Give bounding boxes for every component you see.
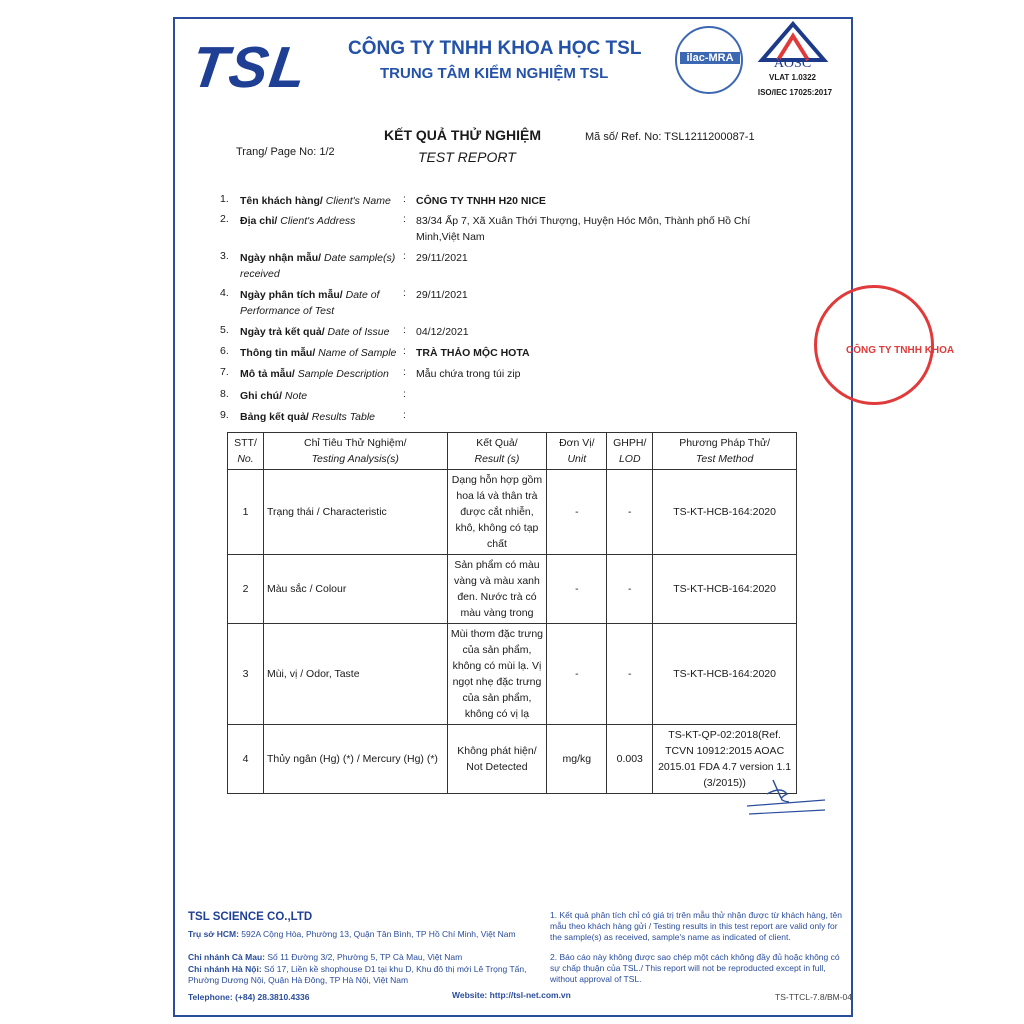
info-label-en: Note [282,390,308,402]
aosc-label: AOSC [773,56,812,71]
cell-method: TS-KT-HCB-164:2020 [653,470,797,555]
table-row [228,470,797,555]
tsl-logo: TSL [187,35,313,100]
cell-lod: - [607,470,653,555]
cell-analysis: Mùi, vị / Odor, Taste [263,624,447,725]
cell-result: Dạng hỗn hợp gồm hoa lá và thân trà được cắt nhiễn, khô, không có tạp chất [447,470,547,555]
table-row [228,555,797,624]
footer-hq-address: Trụ sở HCM: 592A Cộng Hòa, Phường 13, Quận Tân Bình, TP Hồ Chí Minh, Việt Nam [188,929,516,939]
info-number: 8. [220,388,229,400]
info-label-en: Client's Address [277,215,356,227]
info-label-en: Date of Issue [324,326,390,338]
cell-method: TS-KT-HCB-164:2020 [653,555,797,624]
footer-note-2: 2. Báo cáo này không được sao chép một cách không đầy đủ hoặc không có sự chấp thuận của TSL./ This report will not be reproducted except in full, without approval of TSL. [550,952,840,984]
cell-method: TS-KT-QP-02:2018(Ref. TCVN 10912:2015 AOAC 2015.01 FDA 4.7 version 1.1 (3/2015)) [653,725,797,794]
info-label-vi: Ngày trả kết quả/ [240,326,325,338]
info-number: 2. [220,213,229,225]
footer-hanoi-address: Chi nhánh Hà Nội: Số 17, Liền kề shophouse D1 tại khu D, Khu đô thị mới Lê Trọng Tấn, Phường Dương Nội, Quận Hà Đông, TP Hà Nội, Việt Nam [188,964,527,985]
info-number: 1. [220,193,229,205]
cell-lod: - [607,555,653,624]
info-number: 5. [220,324,229,336]
info-label-vi: Bảng kết quả/ [240,411,309,423]
info-value: Mẫu chứa trong túi zip [416,368,521,380]
col-header-no: STT/ No. [228,433,264,470]
info-label-vi: Mô tả mẫu/ [240,368,295,380]
table-header-row [228,433,797,470]
results-table [227,432,797,794]
info-number: 9. [220,409,229,421]
col-header-method: Phương Pháp Thử/ Test Method [653,433,797,470]
cell-lod: 0.003 [607,725,653,794]
cell-lod: - [607,624,653,725]
page-number: Trang/ Page No: 1/2 [236,146,335,158]
cell-analysis: Thủy ngân (Hg) (*) / Mercury (Hg) (*) [263,725,447,794]
footer-website: Website: http://tsl-net.com.vn [452,990,571,1000]
info-label-en: Name of Sample [315,347,397,359]
stamp-text: CÔNG TY TNHH KHOA [846,345,955,356]
table-row [228,725,797,794]
footer-company-name: TSL SCIENCE CO.,LTD [188,911,313,923]
cell-unit: - [547,470,607,555]
company-name: CÔNG TY TNHH KHOA HỌC TSL [348,38,642,59]
reference-number: Mã số/ Ref. No: TSL1211200087-1 [585,131,755,143]
footer-form-code: TS-TTCL-7.8/BM-04 [775,992,852,1002]
cell-analysis: Trạng thái / Characteristic [263,470,447,555]
info-value: CÔNG TY TNHH H20 NICE [416,195,546,207]
vlat-code: VLAT 1.0322 [769,73,816,82]
info-label-en: Results Table [308,411,376,423]
info-label-vi: Thông tin mẫu/ [240,347,316,359]
footer-note-1: 1. Kết quả phân tích chỉ có giá trị trên mẫu thử nhận được từ khách hàng, tên mẫu theo khách hàng gửi / Testing results in this test report are valid only for the sample(s) as received, sample's name as indicated of client. [550,910,842,942]
info-value: 83/34 Ấp 7, Xã Xuân Thới Thượng, Huyện Hóc Môn, Thành phố Hồ Chí Minh,Việt Nam [416,215,751,243]
signature-icon [745,772,830,820]
col-header-unit: Đơn Vị/ Unit [547,433,607,470]
cell-no: 4 [228,725,264,794]
info-label-en: Date of Performance of Test [240,289,380,317]
table-row [228,624,797,725]
ilac-mra-label: ilac-MRA [680,52,740,64]
info-label-vi: Ngày nhận mẫu/ [240,252,322,264]
cell-unit: mg/kg [547,725,607,794]
info-value: 04/12/2021 [416,326,469,338]
info-number: 4. [220,287,229,299]
info-value: 29/11/2021 [416,252,468,264]
center-name: TRUNG TÂM KIỂM NGHIỆM TSL [380,65,609,82]
report-title-vi: KẾT QUẢ THỬ NGHIỆM [384,127,542,143]
cell-unit: - [547,555,607,624]
col-header-lod: GHPH/ LOD [607,433,653,470]
cell-result: Sản phẩm có màu vàng và màu xanh đen. Nước trà có màu vàng trong [447,555,547,624]
info-label-vi: Tên khách hàng/ [240,195,323,207]
col-header-result: Kết Quả/ Result (s) [447,433,547,470]
report-title-en: TEST REPORT [418,149,516,165]
info-number: 7. [220,366,229,378]
cell-result: Mùi thơm đặc trưng của sản phẩm, không có mùi lạ. Vị ngọt nhẹ đặc trưng của sản phẩm, không có vị lạ [447,624,547,725]
info-value: TRÀ THẢO MỘC HOTA [416,347,530,359]
col-header-analysis: Chỉ Tiêu Thử Nghiệm/ Testing Analysis(s) [263,433,447,470]
cell-no: 3 [228,624,264,725]
info-label-vi: Ngày phân tích mẫu/ [240,289,343,301]
cell-method: TS-KT-HCB-164:2020 [653,624,797,725]
cell-no: 1 [228,470,264,555]
iso-standard: ISO/IEC 17025:2017 [757,88,833,97]
info-label-en: Date sample(s) received [240,252,396,280]
cell-analysis: Màu sắc / Colour [263,555,447,624]
info-label-vi: Địa chỉ/ [240,215,278,227]
info-value: 29/11/2021 [416,289,468,301]
info-label-en: Client's Name [322,195,391,207]
footer-telephone: Telephone: (+84) 28.3810.4336 [188,992,310,1002]
info-label-en: Sample Description [294,368,389,380]
info-number: 6. [220,345,229,357]
cell-unit: - [547,624,607,725]
cell-no: 2 [228,555,264,624]
info-label-vi: Ghi chú/ [240,390,282,402]
info-number: 3. [220,250,229,262]
cell-result: Không phát hiện/ Not Detected [447,725,547,794]
footer-camau-address: Chi nhánh Cà Mau: Số 11 Đường 3/2, Phường 5, TP Cà Mau, Việt Nam [188,952,463,962]
